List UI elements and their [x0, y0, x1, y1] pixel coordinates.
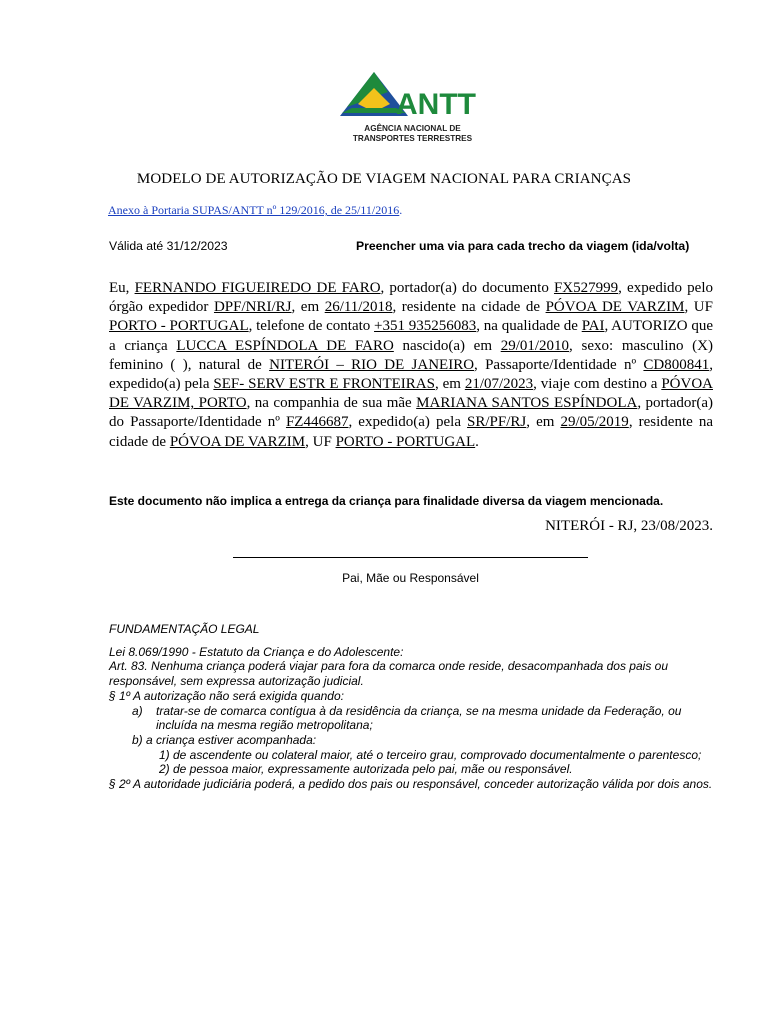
- text-segment: , Passaporte/Identidade nº: [474, 356, 644, 373]
- phone-field: +351 935256083: [374, 318, 477, 335]
- companion-issue-date-field: 29/05/2019: [560, 414, 629, 431]
- text-segment: , residente na cidade de: [109, 414, 713, 450]
- item-b1: 1) de ascendente ou colateral maior, até o terceiro grau, comprovado documentalmente o parentesco;: [159, 747, 702, 762]
- text-segment: , sexo: masculino (X) feminino ( ), natural de: [109, 337, 714, 373]
- text-segment: , residente na cidade de: [392, 299, 546, 316]
- companion-name-field: MARIANA SANTOS ESPÍNDOLA: [416, 395, 638, 412]
- text-segment: , UF: [684, 299, 713, 316]
- legal-basis-section: [109, 622, 719, 792]
- child-issue-date-field: 21/07/2023: [464, 376, 534, 393]
- annex-suffix: .: [399, 203, 403, 217]
- item-b2: 2) de pessoa maior, expressamente autorizada pelo pai, mãe ou responsável.: [159, 762, 573, 777]
- relationship-field: PAI: [581, 318, 605, 335]
- guardian-document-field: FX527999: [553, 280, 619, 296]
- child-issuer-field: SEF- SERV ESTR E FRONTEIRAS: [213, 376, 435, 393]
- text-segment: Eu,: [109, 280, 135, 296]
- paragraph-1: § 1º A autorização não será exigida quando:: [109, 688, 344, 703]
- article-83: Art. 83. Nenhuma criança poderá viajar para fora da comarca onde reside, desacompanhada dos pais ou responsável, sem expressa autorização judicial.: [109, 659, 669, 689]
- companion-city-field: PÓVOA DE VARZIM: [169, 433, 306, 450]
- place-and-date: NITERÓI - RJ, 23/08/2023.: [545, 518, 713, 534]
- text-segment: , em: [291, 299, 325, 316]
- text-segment: , telefone de contato: [248, 318, 375, 335]
- document-title: MODELO DE AUTORIZAÇÃO DE VIAGEM NACIONAL PARA CRIANÇAS: [136, 171, 632, 187]
- logo-agency-name: [340, 124, 485, 144]
- child-birth-date-field: 29/01/2010: [500, 337, 570, 354]
- logo-line-1: AGÊNCIA NACIONAL DE: [364, 124, 461, 133]
- companion-state-field: PORTO - PORTUGAL: [335, 433, 476, 450]
- law-reference: Lei 8.069/1990 - Estatuto da Criança e do Adolescente:: [109, 644, 404, 659]
- antt-logo-mark: [338, 70, 488, 124]
- item-a-text: tratar-se de comarca contígua à da residência da criança, se na mesma unidade da Federação, ou incluída na mesma região metropolitana;: [156, 703, 682, 733]
- text-segment: , expedido pelo órgão expedidor: [109, 280, 713, 316]
- fill-instruction: Preencher uma via para cada trecho da viagem (ida/volta): [356, 239, 690, 253]
- signature-label: Pai, Mãe ou Responsável: [342, 571, 479, 585]
- text-segment: , na qualidade de: [476, 318, 582, 335]
- disclaimer-notice: Este documento não implica a entrega da criança para finalidade diversa da viagem mencionada.: [109, 494, 664, 508]
- text-segment: , em: [526, 414, 561, 431]
- text-segment: , em: [434, 376, 465, 393]
- item-a: [109, 704, 719, 733]
- issue-date-field: 26/11/2018: [324, 299, 393, 316]
- text-segment: , portador(a) do documento: [380, 280, 554, 296]
- state-field: PORTO - PORTUGAL: [109, 318, 249, 335]
- annex-reference: [108, 203, 402, 218]
- logo-line-2: TRANSPORTES TERRESTRES: [352, 134, 473, 143]
- companion-issuer-field: SR/PF/RJ: [467, 414, 527, 431]
- text-segment: , portador(a) do Passaporte/Identidade nº: [109, 395, 713, 431]
- destination-field: PÓVOA DE VARZIM, PORTO: [109, 376, 713, 412]
- authorization-paragraph: [109, 279, 713, 452]
- text-segment: , AUTORIZO que a criança: [109, 318, 713, 354]
- child-document-field: CD800841: [643, 356, 710, 373]
- child-name-field: LUCCA ESPÍNDOLA DE FARO: [176, 337, 394, 354]
- logo-wordmark: ANTT: [396, 88, 476, 121]
- text-segment: , expedido(a) pela: [348, 414, 468, 431]
- issuer-field: DPF/NRI/RJ: [213, 299, 292, 316]
- text-segment: .: [475, 433, 479, 450]
- signature-line: [233, 557, 588, 558]
- city-field: PÓVOA DE VARZIM: [545, 299, 685, 316]
- validity-date: Válida até 31/12/2023: [109, 239, 228, 253]
- text-segment: , expedido(a) pela: [109, 356, 714, 393]
- text-segment: nascido(a) em: [393, 337, 501, 354]
- text-segment: , na companhia de sua mãe: [246, 395, 417, 412]
- legal-title: FUNDAMENTAÇÃO LEGAL: [109, 622, 260, 636]
- child-birthplace-field: NITERÓI – RIO DE JANEIRO: [269, 356, 475, 373]
- text-segment: , viaje com destino a: [533, 376, 662, 393]
- guardian-name-field: FERNANDO FIGUEIREDO DE FARO: [134, 280, 381, 296]
- text-segment: , UF: [305, 433, 336, 450]
- item-b: b) a criança estiver acompanhada:: [132, 732, 317, 747]
- item-a-label: a): [132, 703, 143, 718]
- paragraph-2: § 2º A autoridade judiciária poderá, a pedido dos pais ou responsável, conceder autorização válida por dois anos.: [109, 777, 713, 792]
- companion-document-field: FZ446687: [285, 414, 349, 431]
- annex-link[interactable]: Anexo à Portaria SUPAS/ANTT nº 129/2016, de 25/11/2016: [108, 203, 400, 217]
